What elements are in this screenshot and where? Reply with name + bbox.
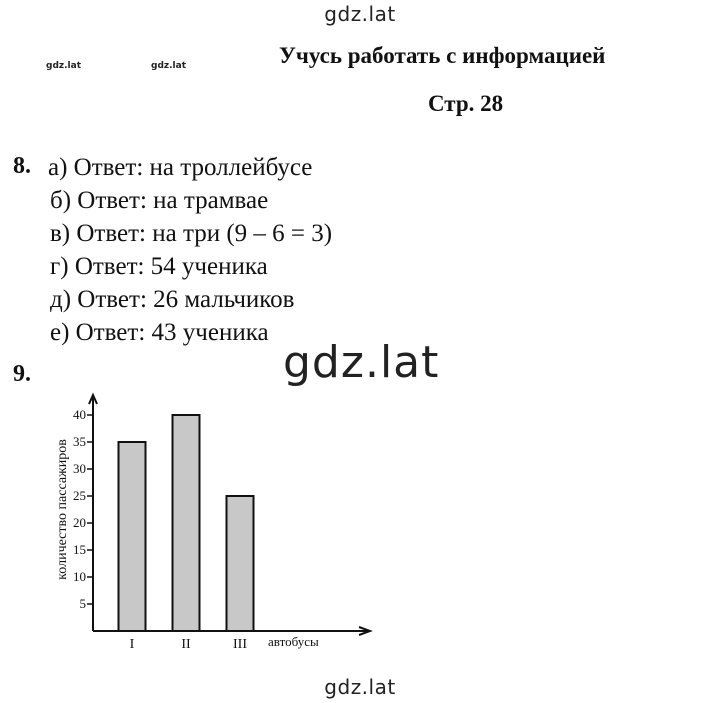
y-tick-label: 20	[73, 515, 86, 530]
task-8-answers	[48, 151, 332, 349]
watermark-center: gdz.lat	[283, 337, 440, 388]
x-axis-label: автобусы	[268, 634, 319, 649]
answer-b: б) Ответ: на трамвае	[50, 187, 269, 214]
y-tick-label: 30	[73, 461, 86, 476]
y-tick-label: 15	[73, 542, 86, 557]
answer-e: е) Ответ: 43 ученика	[50, 319, 269, 346]
y-tick-label: 5	[79, 596, 86, 611]
y-tick-label: 35	[73, 434, 86, 449]
bus-passengers-chart	[40, 390, 380, 660]
y-tick-label: 25	[73, 488, 86, 503]
bar	[119, 442, 146, 631]
x-tick-label: III	[233, 637, 247, 652]
x-tick-label: II	[181, 637, 191, 652]
bar	[227, 496, 254, 631]
watermark-small-2: gdz.lat	[151, 61, 187, 71]
watermark-small-1: gdz.lat	[46, 61, 82, 71]
task-9-number: 9.	[13, 361, 31, 387]
watermark-bottom: gdz.lat	[324, 675, 396, 699]
section-title: Учусь работать с информацией	[279, 43, 606, 68]
y-tick-label: 40	[73, 407, 86, 422]
bar	[173, 415, 200, 631]
answer-v: в) Ответ: на три (9 – 6 = 3)	[50, 220, 333, 247]
page-number: Стр. 28	[428, 91, 504, 116]
x-tick-label: I	[129, 637, 135, 652]
watermark-top: gdz.lat	[324, 2, 396, 26]
y-axis-label: количество пассажиров	[55, 439, 70, 580]
answer-a: а) Ответ: на троллейбусе	[48, 154, 313, 181]
answer-d: д) Ответ: 26 мальчиков	[50, 286, 295, 313]
y-tick-label: 10	[73, 569, 86, 584]
answer-g: г) Ответ: 54 ученика	[50, 253, 268, 280]
task-8-number: 8.	[13, 153, 31, 179]
